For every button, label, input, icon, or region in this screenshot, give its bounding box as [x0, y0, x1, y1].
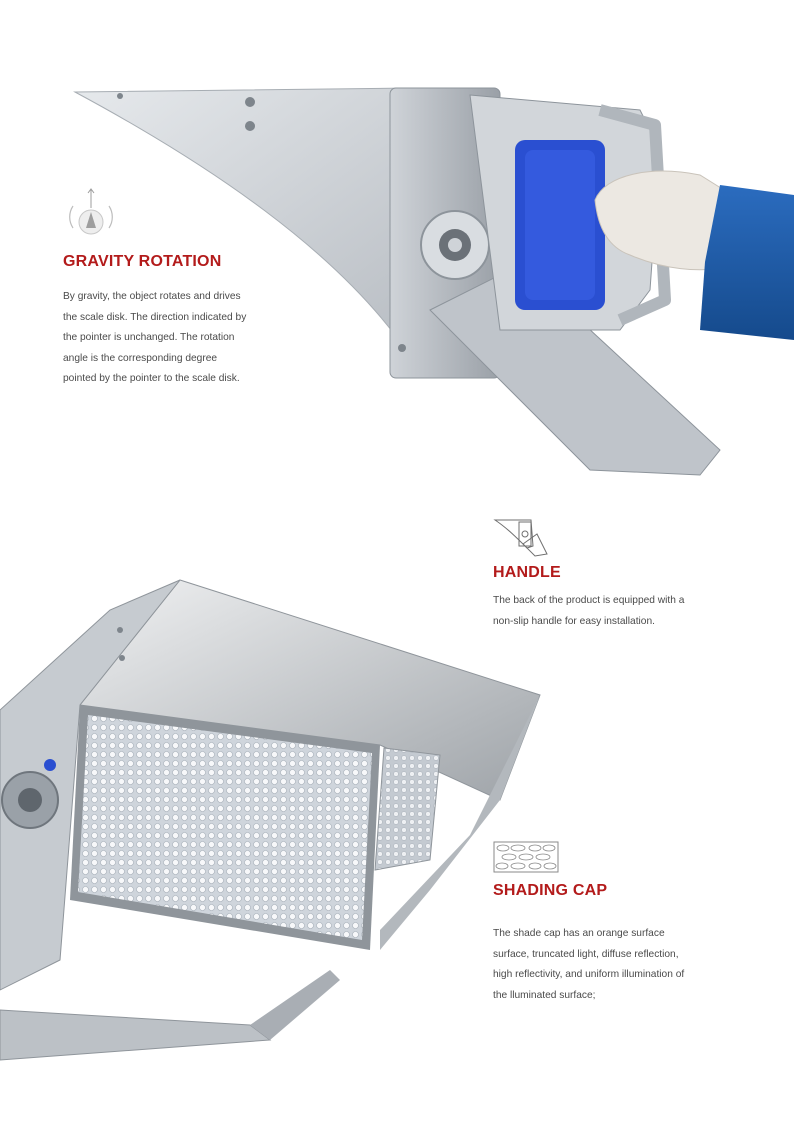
description-line: By gravity, the object rotates and drives — [63, 291, 241, 302]
handle-description — [493, 591, 753, 632]
description-line: The shade cap has an orange surface — [493, 928, 665, 939]
shading-cap-heading: SHADING CAP — [493, 882, 608, 899]
gravity-rotation-icon — [64, 188, 118, 242]
product-photo-bracket-handle — [0, 0, 794, 500]
textured-surface-icon — [493, 841, 559, 873]
shading-cap-description — [493, 924, 753, 1006]
description-line: pointed by the pointer to the scale disk. — [63, 373, 240, 384]
description-line: The back of the product is equipped with a — [493, 595, 685, 606]
description-line: high reflectivity, and uniform illumination of — [493, 969, 685, 980]
description-line: angle is the corresponding degree — [63, 352, 218, 364]
description-line: the pointer is unchanged. The rotation — [63, 332, 235, 343]
description-line: the scale disk. The direction indicated by — [63, 311, 247, 323]
description-line: surface, truncated light, diffuse reflection, — [493, 948, 679, 960]
description-line: non-slip handle for easy installation. — [493, 615, 655, 627]
product-photo-led-front — [0, 570, 560, 1090]
handle-heading: HANDLE — [493, 564, 561, 581]
handle-outline-icon — [493, 518, 549, 558]
description-line: the lluminated surface; — [493, 989, 596, 1001]
gravity-rotation-description — [63, 287, 303, 390]
gravity-rotation-heading: GRAVITY ROTATION — [63, 253, 222, 270]
